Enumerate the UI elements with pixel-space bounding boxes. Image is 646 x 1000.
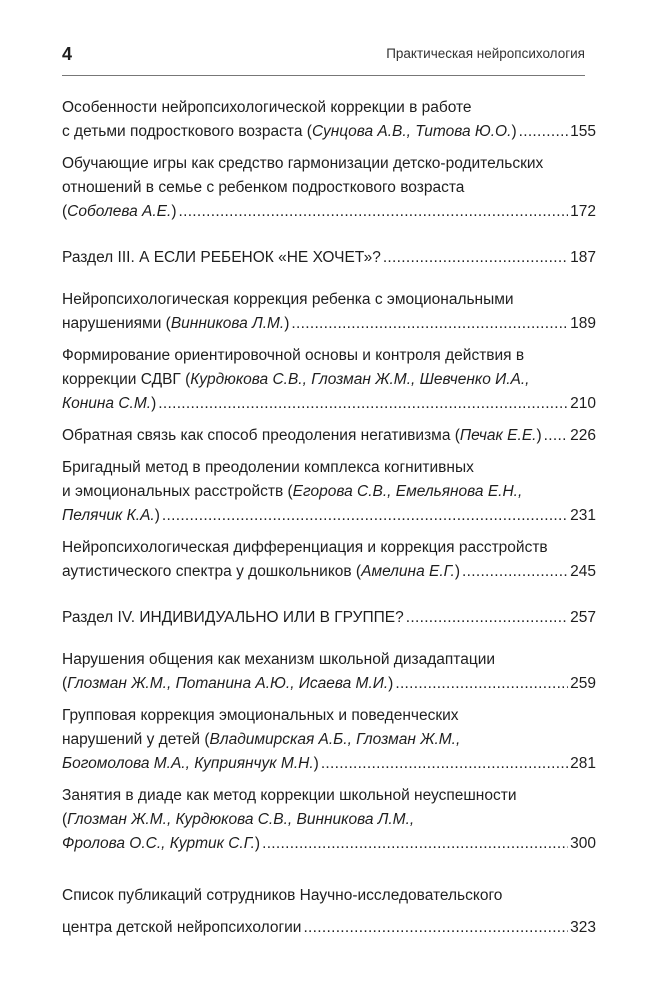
entry-authors: Владимирская А.Б., Глозман Ж.М., xyxy=(209,731,461,748)
toc-entry[interactable] xyxy=(62,96,596,144)
entry-title-text: нарушениями ( xyxy=(62,315,171,332)
entry-paren: ) xyxy=(284,315,290,332)
entry-last-line xyxy=(62,246,596,270)
entry-last-line xyxy=(62,424,596,448)
entry-last-line xyxy=(62,672,596,696)
entry-authors: Фролова О.С., Куртик С.Г. xyxy=(62,835,255,852)
toc-entry[interactable] xyxy=(62,152,596,224)
dot-leader xyxy=(519,120,569,144)
entry-last-line xyxy=(62,120,596,144)
entry-last-line xyxy=(62,504,596,528)
entry-title-text: с детьми подросткового возраста ( xyxy=(62,123,312,140)
entry-paren: ) xyxy=(313,755,319,772)
entry-authors: Печак Е.Е. xyxy=(459,427,537,444)
toc-entry[interactable] xyxy=(62,424,596,448)
dot-leader xyxy=(162,504,568,528)
entry-authors: Егорова С.В., Емельянова Е.Н., xyxy=(292,483,523,500)
entry-page-number: 300 xyxy=(570,835,596,852)
toc-entry[interactable] xyxy=(62,536,596,584)
toc-entry[interactable] xyxy=(62,784,596,856)
entry-title-line: Особенности нейропсихологической коррекции в работе xyxy=(62,99,472,116)
dot-leader xyxy=(395,672,568,696)
entry-title-line: Бригадный метод в преодолении комплекса когнитивных xyxy=(62,459,474,476)
section-title: Раздел IV. ИНДИВИДУАЛЬНО ИЛИ В ГРУППЕ? xyxy=(62,609,404,626)
entry-page-number: 187 xyxy=(570,249,596,266)
entry-paren: ( xyxy=(62,675,68,692)
dot-leader xyxy=(321,752,568,776)
entry-title-text: и эмоциональных расстройств ( xyxy=(62,483,293,500)
entry-title-text: Обратная связь как способ преодоления негативизма ( xyxy=(62,427,460,444)
entry-title-line: Обучающие игры как средство гармонизации детско-родительских xyxy=(62,155,544,172)
entry-title-line: Занятия в диаде как метод коррекции школьной неуспешности xyxy=(62,787,517,804)
entry-paren: ( xyxy=(62,811,68,828)
entry-authors: Сунцова А.В., Титова Ю.О. xyxy=(311,123,512,140)
dot-leader xyxy=(291,312,568,336)
entry-paren: ) xyxy=(536,427,542,444)
entry-last-line xyxy=(62,392,596,416)
toc-section-heading[interactable] xyxy=(62,246,596,270)
entry-page-number: 189 xyxy=(570,315,596,332)
entry-last-line xyxy=(62,312,596,336)
entry-page-number: 281 xyxy=(570,755,596,772)
entry-page-number: 259 xyxy=(570,675,596,692)
entry-page-number: 231 xyxy=(570,507,596,524)
entry-paren: ) xyxy=(254,835,261,852)
entry-title-line: Нейропсихологическая коррекция ребенка с эмоциональными xyxy=(62,291,514,308)
entry-page-number: 155 xyxy=(570,123,596,140)
toc-entry[interactable] xyxy=(62,704,596,776)
entry-paren: ) xyxy=(151,395,157,412)
header-rule xyxy=(62,75,585,76)
entry-last-line xyxy=(62,606,596,630)
entry-title-line: Формирование ориентировочной основы и контроля действия в xyxy=(62,347,525,364)
entry-last-line xyxy=(62,832,596,856)
entry-title-line: Нарушения общения как механизм школьной дизадаптации xyxy=(62,651,496,668)
entry-title-line xyxy=(62,808,596,832)
entry-authors: Амелина Е.Г. xyxy=(361,563,455,580)
entry-paren: ) xyxy=(454,563,461,580)
entry-title-line xyxy=(62,728,596,752)
entry-title-line: Групповая коррекция эмоциональных и поведенческих xyxy=(62,707,459,724)
entry-title-line: Нейропсихологическая дифференциация и коррекция расстройств xyxy=(62,539,548,556)
entry-authors: Глозман Ж.М., Курдюкова С.В., Винникова Л.М., xyxy=(67,811,415,828)
entry-title-line xyxy=(62,368,596,392)
dot-leader xyxy=(303,912,568,944)
entry-authors: Соболева А.Е. xyxy=(67,203,172,220)
running-title: Практическая нейропсихология xyxy=(386,46,585,61)
entry-last-line xyxy=(62,912,596,944)
dot-leader xyxy=(383,246,568,270)
toc-entry[interactable] xyxy=(62,288,596,336)
dot-leader xyxy=(406,606,568,630)
dot-leader xyxy=(178,200,568,224)
entry-authors: Винникова Л.М. xyxy=(170,315,285,332)
entry-page-number: 323 xyxy=(570,919,596,936)
section-title: Раздел III. А ЕСЛИ РЕБЕНОК «НЕ ХОЧЕТ»? xyxy=(62,249,381,266)
table-of-contents xyxy=(62,96,596,952)
entry-authors: Глозман Ж.М., Потанина А.Ю., Исаева М.И. xyxy=(67,675,389,692)
entry-title-text: коррекции СДВГ ( xyxy=(62,371,191,388)
entry-last-line xyxy=(62,560,596,584)
entry-paren: ) xyxy=(154,507,160,524)
entry-authors: Курдюкова С.В., Глозман Ж.М., Шевченко И.А., xyxy=(190,371,530,388)
dot-leader xyxy=(462,560,568,584)
entry-last-line xyxy=(62,752,596,776)
entry-title-line: Список публикаций сотрудников Научно-исследовательского xyxy=(62,887,503,904)
entry-paren: ) xyxy=(171,203,177,220)
toc-entry[interactable] xyxy=(62,648,596,696)
dot-leader xyxy=(262,832,568,856)
toc-section-heading[interactable] xyxy=(62,606,596,630)
toc-entry[interactable] xyxy=(62,344,596,416)
entry-paren: ) xyxy=(388,675,394,692)
entry-authors: Пелячик К.А. xyxy=(62,507,155,524)
page-number: 4 xyxy=(62,44,73,64)
entry-page-number: 172 xyxy=(570,203,596,220)
entry-paren: ) xyxy=(511,123,517,140)
entry-paren: ( xyxy=(62,203,68,220)
entry-title-text: центра детской нейропсихологии xyxy=(62,919,302,936)
entry-authors: Конина С.М. xyxy=(62,395,152,412)
entry-page-number: 257 xyxy=(570,609,596,626)
entry-title-line xyxy=(62,480,596,504)
entry-page-number: 226 xyxy=(570,427,596,444)
entry-title-line: отношений в семье с ребенком подросткового возраста xyxy=(62,179,465,196)
entry-page-number: 245 xyxy=(570,563,596,580)
dot-leader xyxy=(158,392,568,416)
entry-title-text: нарушений у детей ( xyxy=(62,731,210,748)
entry-authors: Богомолова М.А., Куприянчук М.Н. xyxy=(62,755,314,772)
entry-last-line xyxy=(62,200,596,224)
toc-entry[interactable] xyxy=(62,880,596,944)
toc-entry[interactable] xyxy=(62,456,596,528)
dot-leader xyxy=(544,424,568,448)
entry-title-text: аутистического спектра у дошкольников ( xyxy=(62,563,362,580)
entry-page-number: 210 xyxy=(570,395,596,412)
